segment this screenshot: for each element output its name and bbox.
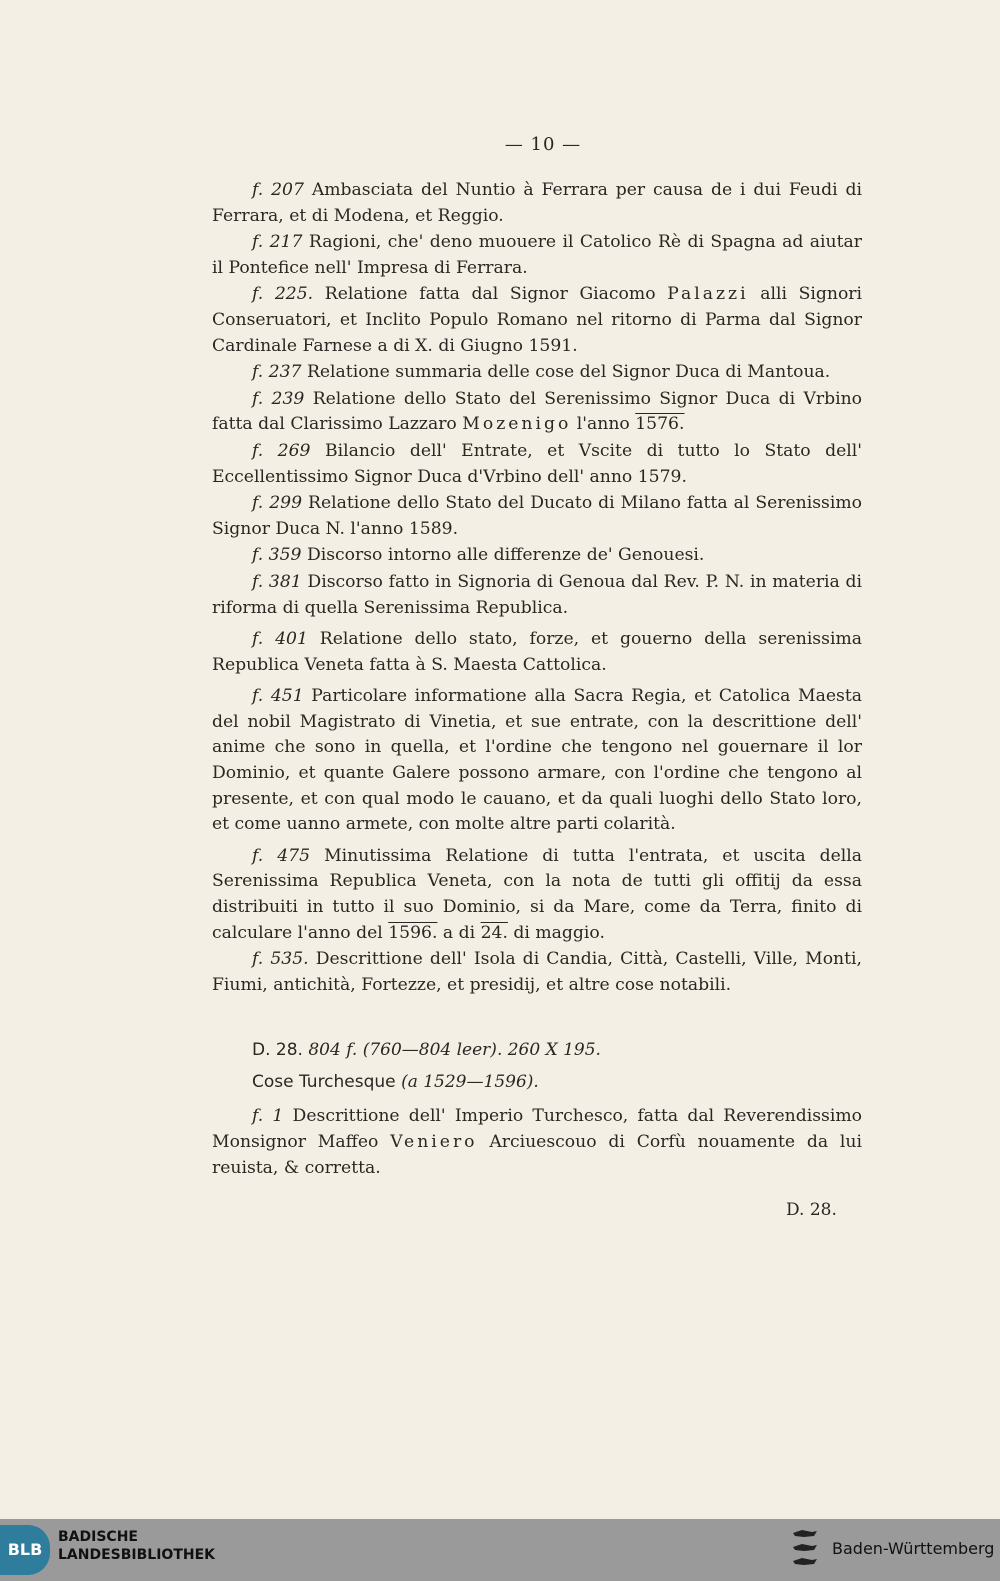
footer-bar [0, 1519, 1000, 1581]
entry-text: Descrittione dell' Isola di Candia, Città, Castelli, Ville, Monti, Fiumi, antichità, Fortezze, et presidij, et altre cose notabili. [212, 949, 862, 995]
folio-ref: f. 237 [252, 362, 302, 383]
manuscript-label: D. 28. [252, 1040, 303, 1061]
folio-ref: f. 359 [252, 545, 302, 566]
entry-381 [212, 570, 862, 621]
year-mark: 1576. [635, 414, 685, 435]
folio-ref: f. 381 [252, 571, 302, 592]
entry-text: Ragioni, che' deno muouere il Catolico Rè di Spagna ad aiutar il Pontefice nell' Impresa di Ferrara. [212, 232, 862, 278]
folio-ref: f. 451 [252, 686, 304, 707]
entry-217 [212, 230, 862, 281]
entry-text: Relatione summaria delle cose del Signor Duca di Mantoua. [301, 362, 831, 383]
entry-text: Particolare informatione alla Sacra Regia, et Catolica Maesta del nobil Magistrato di Vinetia, et sue entrate, con la descrittione dell' anime che sono in quella, et l'ordine che tengono nel gouernare il lor Dominio, et quante Galere possono armare, con l'ordine che tengono al presente, et con qual modo le cauano, et da quali luoghi dello Stato loro, et come uanno armete, con molte altre parti colarità. [212, 686, 863, 835]
folio-ref: f. 239 [252, 388, 305, 409]
entry-299 [212, 491, 862, 542]
entry-text: l'anno [571, 414, 636, 435]
spaced-name: Palazzi [667, 284, 749, 305]
entry-text: Relatione dello Stato del Ducato di Milano fatta al Serenissimo Signor Duca N. l'anno 1589. [212, 493, 862, 539]
entry-359 [212, 543, 862, 569]
day-mark: 24. [480, 922, 508, 943]
library-name[interactable] [58, 1528, 215, 1564]
spaced-name: Veniero [390, 1132, 478, 1152]
coat-of-arms-icon [790, 1527, 820, 1571]
page-number: — 10 — [504, 134, 582, 155]
entry-text: Relatione fatta dal Signor Giacomo [313, 284, 668, 305]
entry-207 [212, 178, 862, 229]
entry-text: alli Signori Conseruatori, et Inclito Populo Romano nel ritorno di Parma dal Signor Cardinale Farnese a di X. di Giugno 1591. [212, 284, 862, 356]
spaced-name: Mozenigo [462, 414, 572, 435]
manuscript-title: Cose Turchesque [252, 1072, 396, 1093]
folio-ref: f. 217 [252, 232, 303, 253]
entry-text: Bilancio dell' Entrate, et Vscite di tutto lo Stato dell' Eccellentissimo Signor Duca d'Vrbino dell' anno 1579. [212, 440, 862, 487]
entry-text: Descrittione dell' Imperio Turchesco, fatta dal Reverendissimo Monsignor Maffeo [212, 1106, 862, 1152]
entry-237 [212, 360, 862, 386]
entry-451 [212, 684, 862, 838]
folio-ref: f. 1 [252, 1106, 284, 1127]
entry-401 [212, 627, 862, 678]
entry-text: di maggio. [507, 922, 605, 943]
entry-239 [212, 387, 862, 438]
manuscript-dates: (a 1529—1596). [401, 1072, 539, 1093]
manuscript-title-line [212, 1066, 862, 1098]
entry-225 [212, 282, 862, 359]
manuscript-detail: 804 f. (760—804 leer). 260 X 195. [308, 1040, 601, 1061]
catalog-entries [212, 178, 862, 1182]
folio-ref: f. 207 [252, 180, 304, 200]
entry-text: Discorso intorno alle differenze de' Genouesi. [301, 545, 705, 566]
folio-ref: f. 475 [252, 845, 311, 866]
entry-text: Arciuescouo di Corfù nouamente da lui reuista, & corretta. [212, 1132, 862, 1178]
entry-text: Relatione dello stato, forze, et gouerno della serenissima Republica Veneta fatta à S. Maesta Cattolica. [212, 629, 862, 675]
year-mark: 1596. [388, 922, 438, 943]
manuscript-header [212, 1034, 862, 1066]
blb-logo[interactable]: BLB [0, 1525, 50, 1575]
folio-ref: f. 225. [252, 284, 314, 305]
folio-ref: f. 299 [252, 493, 303, 514]
library-name-line2: LANDESBIBLIOTHEK [58, 1547, 216, 1563]
entry-1 [212, 1104, 862, 1181]
entry-text: Minutissima Relatione di tutta l'entrata, et uscita della Serenissima Republica Veneta, con la nota de tutti gli offitij da essa distribuiti in tutto il suo Dominio, si da Mare, come da Terra, finito di calculare l'anno del [212, 845, 863, 943]
manuscript-section [212, 1034, 862, 1181]
folio-ref: f. 401 [252, 629, 308, 650]
entry-text: Ambasciata del Nuntio à Ferrara per causa de i dui Feudi di Ferrara, et di Modena, et Reggio. [212, 180, 862, 226]
entry-text: Discorso fatto in Signoria di Genoua dal Rev. P. N. in materia di riforma di quella Serenissima Republica. [212, 571, 862, 618]
folio-ref: f. 535. [252, 949, 309, 970]
entry-text: Relatione dello Stato del Serenissimo Signor Duca di Vrbino fatta dal Clarissimo Lazzaro [212, 388, 862, 435]
library-name-line1: BADISCHE [58, 1529, 138, 1545]
folio-ref: f. 269 [252, 440, 311, 461]
entry-text: a di [437, 922, 481, 943]
entry-475 [212, 844, 862, 946]
entry-269 [212, 439, 862, 490]
entry-535 [212, 947, 862, 998]
catchword: D. 28. [786, 1200, 837, 1220]
state-name[interactable]: Baden-Württemberg [832, 1539, 995, 1558]
